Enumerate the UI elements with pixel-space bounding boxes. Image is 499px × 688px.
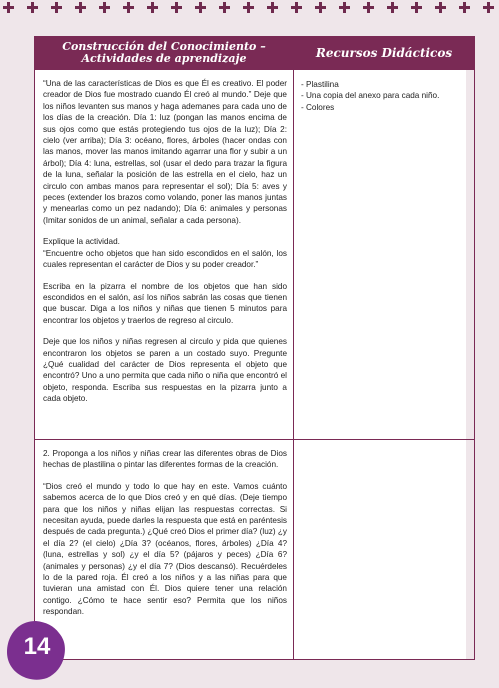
cross-icon — [27, 2, 38, 13]
resources-list — [295, 71, 473, 121]
paragraph-find-objects: “Encuentre ocho objetos que han sido escondidos en el salón, los cuales representan el carácter de Dios y su poder creador.” — [43, 248, 287, 270]
header-learning-activities: Construcción del Conocimiento – Actividades de aprendizaje — [35, 37, 294, 70]
paragraph-write-board: Escriba en la pizarra el nombre de los objetos que han sido escondidos en el salón, así los niños sabrán las cosas que tienen que buscar. Diga a los niños y niñas que tienen 5 minutos para encontrar los objetos y traerlos de regreso al circulo. — [43, 281, 287, 325]
cross-icon — [99, 2, 110, 13]
cross-icon — [411, 2, 422, 13]
cross-icon — [51, 2, 62, 13]
paragraph-return-circle: Deje que los niños y niñas regresen al circulo y pida que quienes encontraron los objetos se paren a un costado suyo. Pregunte ¿Qué cualidad del carácter de Dios representa el objeto que encontró? Uno a uno permita que cada niño o niña que encontró el objeto, responda. Escriba sus respuestas en la pizarra junto a cada objeto. — [43, 337, 287, 404]
cross-icon — [339, 2, 350, 13]
paragraph-plasticine: 2. Proponga a los niños y niñas crear las diferentes obras de Dios hechas de plastilina o pintar las diferentes formas de la creación. — [43, 449, 287, 470]
cross-icon — [291, 2, 302, 13]
paragraph-creation-days: “Una de las características de Dios es que Él es creativo. El poder creador de Dios fue mostrado cuando Él creó al mundo.” Deje que los niños levanten sus manos y haga ademanes para cada uno de los días de la creación. Día 1: luz (pongan las manos encima de sus ojos como que estás protegiendo tus ojos de la luz); Día 2: cielo (ver arriba); Día 3: océano, flores, árboles (hacer ondas con las manos, mover las manos imitando agarrar una flor y subir a un árbol); Día 4: luna, estrellas, sol (usar el dedo para trazar la figura de la luna, señalar la posición de las estrella en el cielo, haz un circulo con ambas manos para representar el sol); Día 5: aves y peces (extender los brazos como volando, poner las manos juntas y menearlas como un pez nadando); Día 6: animales y personas (Imitar sonidos de un animal, señalar a cada persona). — [43, 79, 287, 225]
cross-icon — [147, 2, 158, 13]
cross-icon — [363, 2, 374, 13]
cross-icon — [435, 2, 446, 13]
cross-icon — [3, 2, 14, 13]
cross-icon — [459, 2, 470, 13]
paragraph-creation-quiz: “Dios creó el mundo y todo lo que hay en este. Vamos cuánto sabemos acerca de lo que Dios creó y en qué días. (Deje tiempo para que los niños y niñas elijan las respuestas correctas. Si necesitan ayuda, puede darles la respuesta que está en paréntesis después de cada pregunta.) ¿Qué creó Dios el primer día? (luz) ¿y el día 2? (el cielo) ¿Día 3? (océanos, flores, árboles) ¿Día 4? (luna, estrellas y sol) ¿y el día 5? (pájaros y peces) ¿Día 6? (animales y personas) ¿y el día 7? (Dios descansó). Recuérdeles lo de la pared roja. Él creó a los niños y a las niñas para que tuvieran una amistad con Él. Dios quiere tener una relación contigo. ¿Cómo te hace sentir eso? Permita que los niños respondan. — [43, 481, 287, 617]
paragraph-explain-activity: Explique la actividad. — [43, 237, 120, 247]
cross-icon — [315, 2, 326, 13]
cross-icon — [243, 2, 254, 13]
resources-cell-2 — [294, 440, 475, 660]
resources-cell-1 — [294, 70, 475, 440]
resource-item: - Plastilina — [301, 79, 467, 90]
decorative-cross-border — [0, 0, 499, 20]
lesson-table — [34, 36, 475, 660]
activities-cell-2 — [35, 440, 294, 660]
resource-item: - Una copia del anexo para cada niño. — [301, 90, 467, 101]
resource-item: - Colores — [301, 102, 467, 113]
cross-icon — [195, 2, 206, 13]
page-number: 14 — [23, 633, 51, 660]
lesson-page — [34, 36, 466, 660]
cross-icon — [483, 2, 494, 13]
cross-icon — [387, 2, 398, 13]
activities-cell-1 — [35, 70, 294, 440]
cross-icon — [171, 2, 182, 13]
header-didactic-resources: Recursos Didácticos — [294, 37, 475, 70]
cross-icon — [219, 2, 230, 13]
cross-icon — [75, 2, 86, 13]
cross-icon — [123, 2, 134, 13]
cross-icon — [267, 2, 278, 13]
